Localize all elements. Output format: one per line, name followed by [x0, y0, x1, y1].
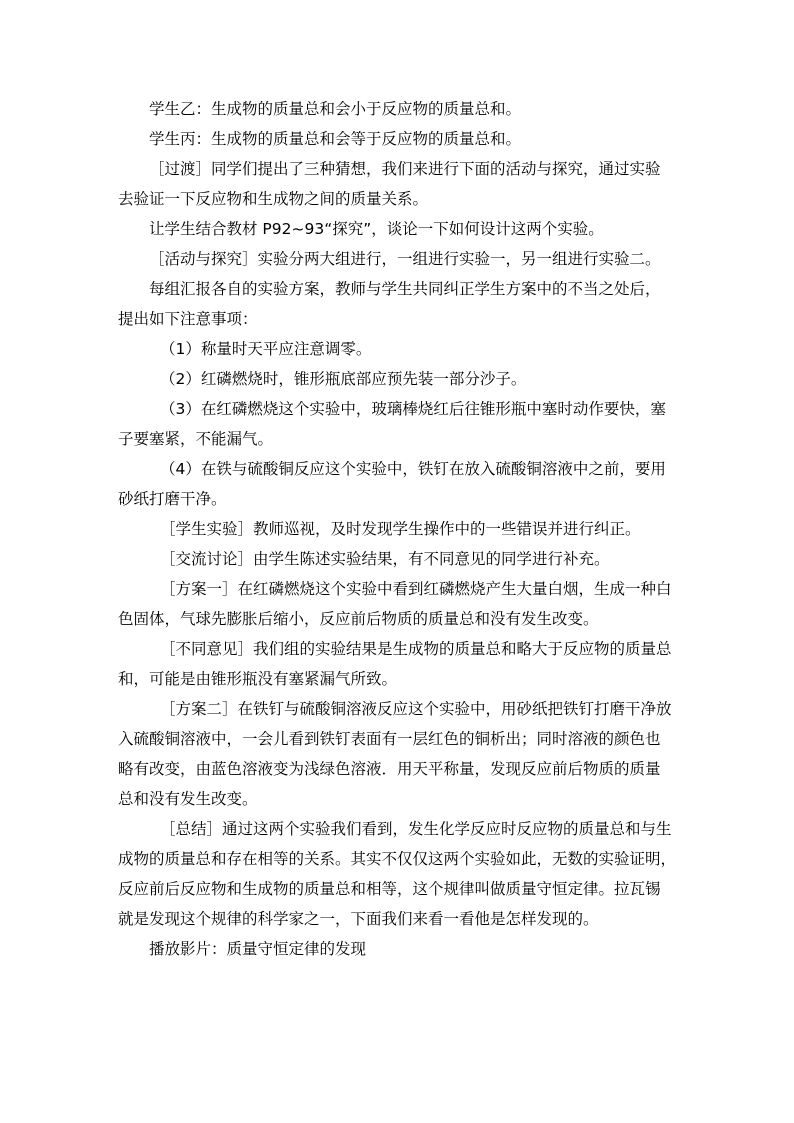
text-line: 入硫酸铜溶液中，一会儿看到铁钉表面有一层红色的铜析出；同时溶液的颜色也 [118, 730, 661, 748]
paragraph [118, 394, 678, 454]
text-line: 成物的质量总和存在相等的关系。其实不仅仅这两个实验如此，无数的实验证明， [118, 850, 677, 868]
text-line: ［不同意见］我们组的实验结果是生成物的质量总和略大于反应物的质量总 [160, 640, 672, 658]
text-line: 色固体，气球先膨胀后缩小，反应前后物质的质量总和没有发生改变。 [118, 610, 599, 628]
text-line: （1）称量时天平应注意调零。 [160, 340, 372, 358]
text-line: 学生丙：生成物的质量总和会等于反应物的质量总和。 [149, 130, 522, 148]
text-line: 播放影片：质量守恒定律的发现 [149, 940, 367, 958]
text-line: 和，可能是由锥形瓶没有塞紧漏气所致。 [118, 670, 398, 688]
text-line: （2）红磷燃烧时，锥形瓶底部应预先装一部分沙子。 [160, 370, 527, 388]
paragraph [118, 334, 678, 364]
paragraph [118, 364, 678, 394]
paragraph [118, 814, 678, 934]
paragraph [118, 454, 678, 514]
paragraph [118, 154, 678, 214]
paragraph [118, 274, 678, 334]
text-line: ［过渡］同学们提出了三种猜想，我们来进行下面的活动与探究，通过实验 [149, 160, 661, 178]
text-line: 子要塞紧，不能漏气。 [118, 430, 274, 448]
text-line: ［活动与探究］实验分两大组进行，一组进行实验一，另一组进行实验二。 [149, 250, 661, 268]
text-line: ［方案一］在红磷燃烧这个实验中看到红磷燃烧产生大量白烟，生成一种白 [160, 580, 672, 598]
paragraph [118, 514, 678, 544]
text-line: ［学生实验］教师巡视，及时发现学生操作中的一些错误并进行纠正。 [160, 520, 641, 538]
text-line: （3）在红磷燃烧这个实验中，玻璃棒烧红后往锥形瓶中塞时动作要快，塞 [160, 400, 666, 418]
paragraph [118, 574, 678, 634]
text-line: 略有改变，由蓝色溶液变为浅绿色溶液．用天平称量，发现反应前后物质的质量 [118, 760, 661, 778]
text-line: 总和没有发生改变。 [118, 790, 258, 808]
paragraph [118, 214, 678, 244]
text-line: 让学生结合教材 P92~93“探究”，谈论一下如何设计这两个实验。 [149, 220, 604, 238]
text-line: 学生乙：生成物的质量总和会小于反应物的质量总和。 [149, 100, 522, 118]
text-line: 提出如下注意事项： [118, 310, 258, 328]
paragraph [118, 244, 678, 274]
paragraph [118, 634, 678, 694]
text-line: ［交流讨论］由学生陈述实验结果，有不同意见的同学进行补充。 [160, 550, 610, 568]
text-line: ［方案二］在铁钉与硫酸铜溶液反应这个实验中，用砂纸把铁钉打磨干净放 [160, 700, 672, 718]
text-line: 每组汇报各自的实验方案，教师与学生共同纠正学生方案中的不当之处后， [149, 280, 661, 298]
text-line: 就是发现这个规律的科学家之一，下面我们来看一看他是怎样发现的。 [118, 910, 599, 928]
text-line: 砂纸打磨干净。 [118, 490, 227, 508]
document-body [118, 94, 678, 964]
text-line: （4）在铁与硫酸铜反应这个实验中，铁钉在放入硫酸铜溶液中之前，要用 [160, 460, 666, 478]
paragraph [118, 124, 678, 154]
paragraph [118, 934, 678, 964]
paragraph [118, 694, 678, 814]
paragraph [118, 94, 678, 124]
text-line: 反应前后反应物和生成物的质量总和相等，这个规律叫做质量守恒定律。拉瓦锡 [118, 880, 661, 898]
text-line: ［总结］通过这两个实验我们看到，发生化学反应时反应物的质量总和与生 [160, 820, 672, 838]
text-line: 去验证一下反应物和生成物之间的质量关系。 [118, 190, 429, 208]
paragraph [118, 544, 678, 574]
